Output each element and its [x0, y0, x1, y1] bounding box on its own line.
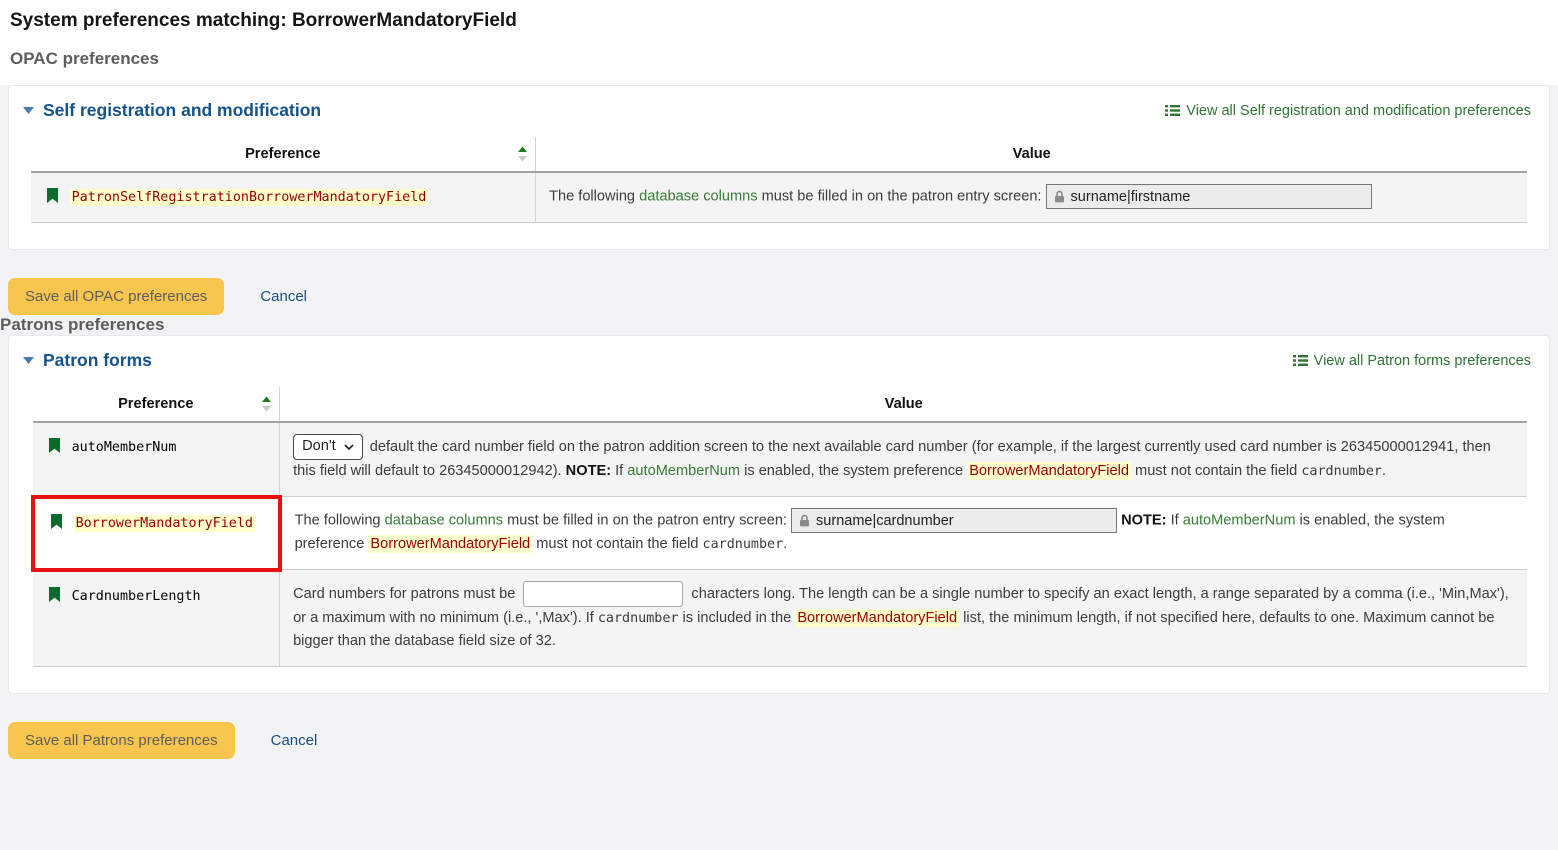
value-text: .: [783, 536, 788, 553]
bookmark-icon[interactable]: [51, 514, 62, 529]
note-label: NOTE:: [565, 463, 612, 479]
section-title-label: Self registration and modification: [43, 100, 322, 120]
preference-name-cell: [33, 570, 280, 667]
highlighted-term: BorrowerMandatoryField: [797, 610, 958, 627]
value-text: If: [1166, 512, 1183, 529]
page-title: System preferences matching: BorrowerMandatoryField: [10, 10, 517, 31]
save-all-opac-preferences-button[interactable]: Save all OPAC preferences: [8, 278, 224, 315]
opac-panel: [8, 85, 1550, 250]
patrons-preferences-heading: Patrons preferences: [0, 315, 165, 334]
list-icon: [1165, 104, 1180, 117]
opac-preferences-heading: OPAC preferences: [10, 49, 159, 68]
value-text: The following: [549, 188, 640, 205]
bookmark-icon[interactable]: [49, 438, 60, 453]
collapse-caret-icon: [23, 107, 34, 114]
cardnumber-length-input[interactable]: [523, 581, 683, 607]
value-text: list, the minimum length, if not specified here, defaults to one. Maximum cannot be bigger than the database field size of 32.: [293, 610, 1495, 650]
table-header-row: [31, 137, 1528, 172]
value-text: The following: [294, 512, 385, 529]
value-text: must be filled in on the patron entry screen:: [757, 188, 1046, 205]
value-text: default the card number field on the patron addition screen to the next available card number (for example, if the largest currently used card number is 26345000012941, then this field will default to 26345000012942).: [293, 438, 1491, 479]
sort-arrows-icon: [262, 397, 271, 412]
opac-pref-table: [31, 137, 1528, 223]
bookmark-icon[interactable]: [47, 188, 58, 203]
value-text: Card numbers for patrons must be: [293, 585, 520, 602]
locked-input-wrapper: [1046, 184, 1372, 209]
sort-arrows-icon: [518, 147, 527, 162]
column-header-label: Preference: [245, 146, 321, 162]
column-header-label: Value: [1012, 146, 1051, 162]
save-all-patrons-preferences-button[interactable]: Save all Patrons preferences: [8, 722, 235, 759]
column-header-value[interactable]: [280, 387, 1528, 422]
value-text: must not contain the field: [532, 536, 703, 553]
view-all-label: View all Patron forms preferences: [1313, 352, 1531, 369]
preference-name-cell-highlighted: [33, 497, 280, 570]
code-text: cardnumber: [702, 537, 784, 553]
patrons-panel: [8, 335, 1550, 694]
value-text: If: [611, 463, 628, 479]
preference-name-cell: [33, 422, 280, 497]
bottom-spacer: [0, 759, 1558, 773]
column-header-label: Preference: [118, 396, 194, 412]
table-row-borrowermandatoryfield: [33, 497, 1528, 570]
column-header-preference[interactable]: [33, 387, 280, 422]
select-value: Don't: [302, 438, 336, 455]
value-text: is enabled, the system preference: [740, 463, 968, 479]
patrons-cancel-link[interactable]: Cancel: [270, 732, 318, 750]
preference-name: CardnumberLength: [71, 588, 201, 604]
preference-name: PatronSelfRegistrationBorrowerMandatoryField: [71, 190, 427, 205]
patron-self-registration-mandatory-field-input[interactable]: [1071, 189, 1364, 205]
automembernum-link[interactable]: autoMemberNum: [627, 463, 741, 479]
preference-name: BorrowerMandatoryField: [75, 515, 253, 531]
opac-actions: [8, 278, 1558, 315]
page-header: [0, 0, 1558, 85]
code-text: cardnumber: [1301, 464, 1382, 479]
bookmark-icon[interactable]: [49, 587, 60, 602]
borrower-mandatory-field-input[interactable]: [816, 513, 1109, 529]
section-self-registration[interactable]: [23, 100, 321, 121]
value-text: must not contain the field: [1130, 463, 1302, 479]
table-header-row: [33, 387, 1528, 422]
database-columns-link[interactable]: database columns: [384, 512, 504, 529]
highlighted-term: BorrowerMandatoryField: [370, 536, 531, 553]
automembernum-link[interactable]: autoMemberNum: [1182, 512, 1296, 529]
opac-cancel-link[interactable]: Cancel: [260, 288, 308, 305]
database-columns-link[interactable]: database columns: [639, 188, 758, 205]
preference-name-cell: [31, 172, 536, 223]
note-label: NOTE:: [1121, 512, 1167, 529]
value-text: is enabled, the system preference: [294, 512, 1445, 553]
patrons-pref-table: [31, 387, 1528, 667]
section-patron-forms[interactable]: [23, 350, 152, 371]
value-text: must be filled in on the patron entry screen:: [503, 512, 792, 529]
preference-value-cell: [280, 497, 1528, 570]
chevron-down-icon: [344, 444, 354, 450]
lock-icon: [799, 514, 810, 527]
auto-member-num-select[interactable]: [293, 434, 363, 460]
column-header-label: Value: [884, 396, 923, 412]
collapse-caret-icon: [23, 357, 34, 364]
preference-name: autoMemberNum: [71, 440, 177, 455]
table-row-cardnumberlength: [33, 570, 1528, 667]
view-all-label: View all Self registration and modification preferences: [1186, 102, 1531, 119]
list-icon: [1293, 354, 1308, 367]
highlighted-term: BorrowerMandatoryField: [969, 463, 1129, 479]
preference-value-cell: [536, 172, 1528, 223]
locked-input-wrapper: [791, 508, 1117, 533]
table-row: [31, 172, 1528, 223]
value-text: characters long. The length can be a single number to specify an exact length, a range separated by a comma (i.e., 'Min,Max'), or a maximum with no minimum (i.e., ',Max'). If: [293, 585, 1509, 627]
preference-value-cell: [280, 570, 1528, 667]
preference-value-cell: [280, 422, 1528, 497]
value-text: is included in the: [678, 610, 796, 627]
code-text: cardnumber: [597, 611, 679, 627]
view-all-self-registration-link[interactable]: [1165, 103, 1531, 119]
column-header-value[interactable]: [536, 137, 1528, 172]
view-all-patron-forms-link[interactable]: [1293, 353, 1531, 369]
column-header-preference[interactable]: [31, 137, 536, 172]
section-title-label: Patron forms: [43, 350, 152, 370]
table-row-automembernum: [33, 422, 1528, 497]
value-text: .: [1381, 463, 1387, 479]
patrons-actions: [8, 722, 1558, 759]
lock-icon: [1054, 190, 1065, 203]
